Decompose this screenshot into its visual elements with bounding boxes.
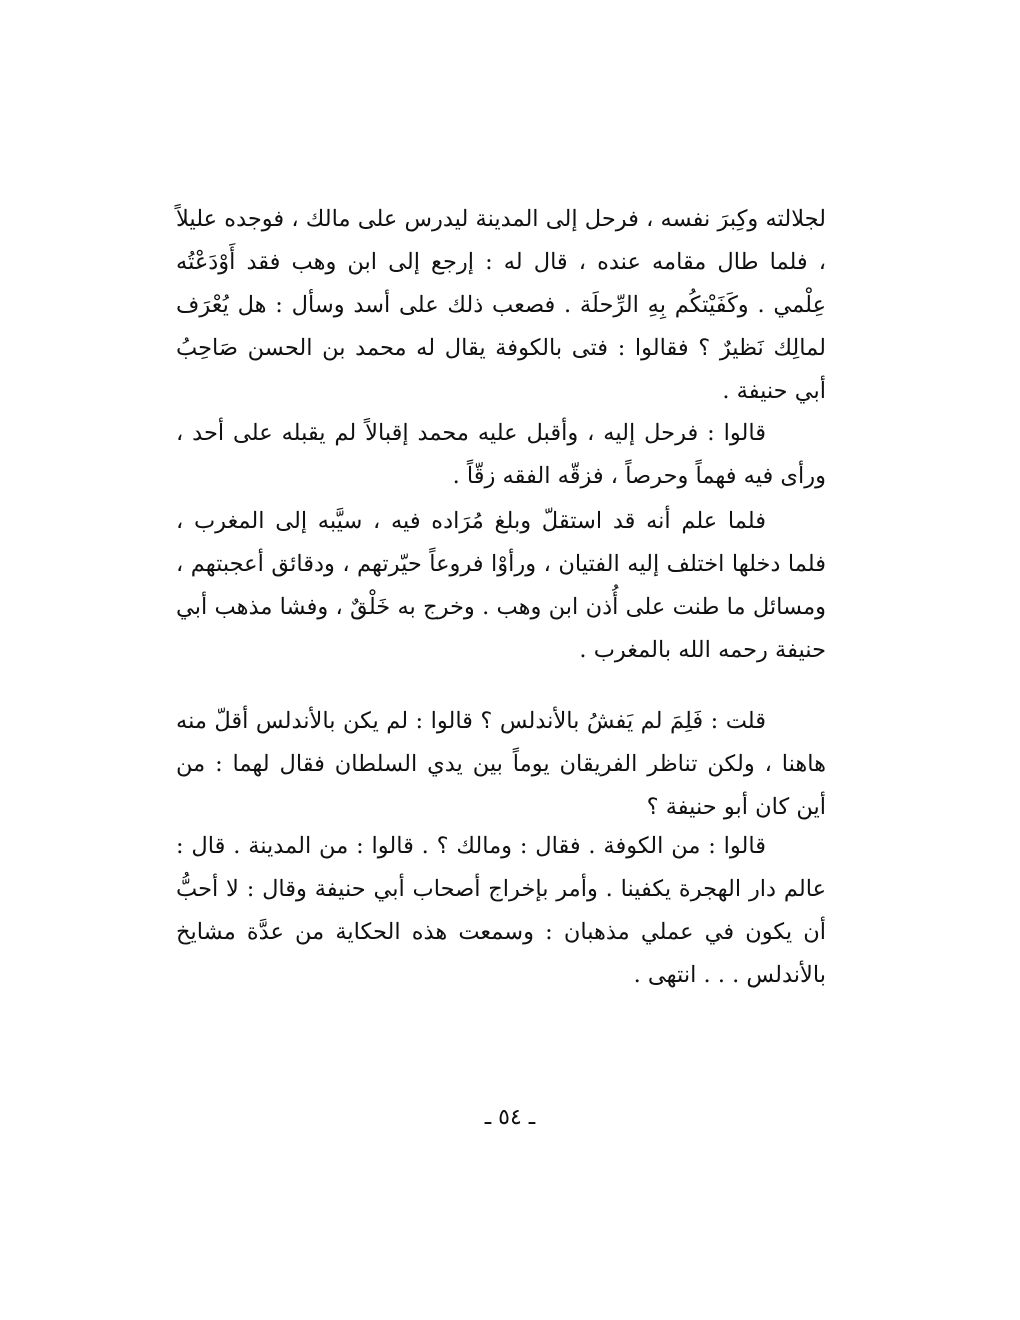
paragraph-text: فلما علم أنه قد استقلّ وبلغ مُرَاده فيه ، سيَّبه إلى المغرب ، فلما دخلها اختلف إليه الفتيان ، ورأوْا فروعاً حيّرتهم ، ودقائق أعجبتهم ، ومسائل ما طنت على أُذن ابن وهب . وخرج به خَلْقٌ ، وفشا مذهب أبي حنيفة رحمه الله بالمغرب .	[176, 508, 826, 663]
paragraph-text: قالوا : من الكوفة . فقال : ومالك ؟ . قالوا : من المدينة . قال : عالم دار الهجرة يكفينا . وأمر بإخراج أصحاب أبي حنيفة وقال : لا أحبُّ أن يكون في عملي مذهبان : وسمعت هذه الحكاية من عدَّة مشايخ بالأندلس . . . انتهى .	[176, 833, 826, 988]
paragraph-text: قالوا : فرحل إليه ، وأقبل عليه محمد إقبالاً لم يقبله على أحد ، ورأى فيه فهماً وحرصاً ، فزقّه الفقه زقّاً .	[176, 420, 826, 489]
paragraph	[176, 700, 826, 829]
paragraph	[176, 500, 826, 672]
paragraph	[176, 412, 826, 498]
paragraph-text: لجلالته وكِبرَ نفسه ، فرحل إلى المدينة ليدرس على مالك ، فوجده عليلاً ، فلما طال مقامه عنده ، قال له : إرجع إلى ابن وهب فقد أَوْدَعْتُه عِلْمي . وكَفَيْتكُم بِهِ الرِّحلَة . فصعب ذلك على أسد وسأل : هل يُعْرَف لمالِك نَظيرٌ ؟ فقالوا : فتى بالكوفة يقال له محمد بن الحسن صَاحِبُ أبي حنيفة .	[176, 206, 826, 404]
paragraph	[176, 825, 826, 997]
paragraph	[176, 198, 826, 413]
paragraph-text: قلت : فَلِمَ لم يَفشُ بالأندلس ؟ قالوا : لم يكن بالأندلس أقلّ منه هاهنا ، ولكن تناظر الفريقان يوماً بين يدي السلطان فقال لهما : من أين كان أبو حنيفة ؟	[176, 708, 826, 820]
page-number: ـ ٥٤ ـ	[484, 1105, 536, 1130]
